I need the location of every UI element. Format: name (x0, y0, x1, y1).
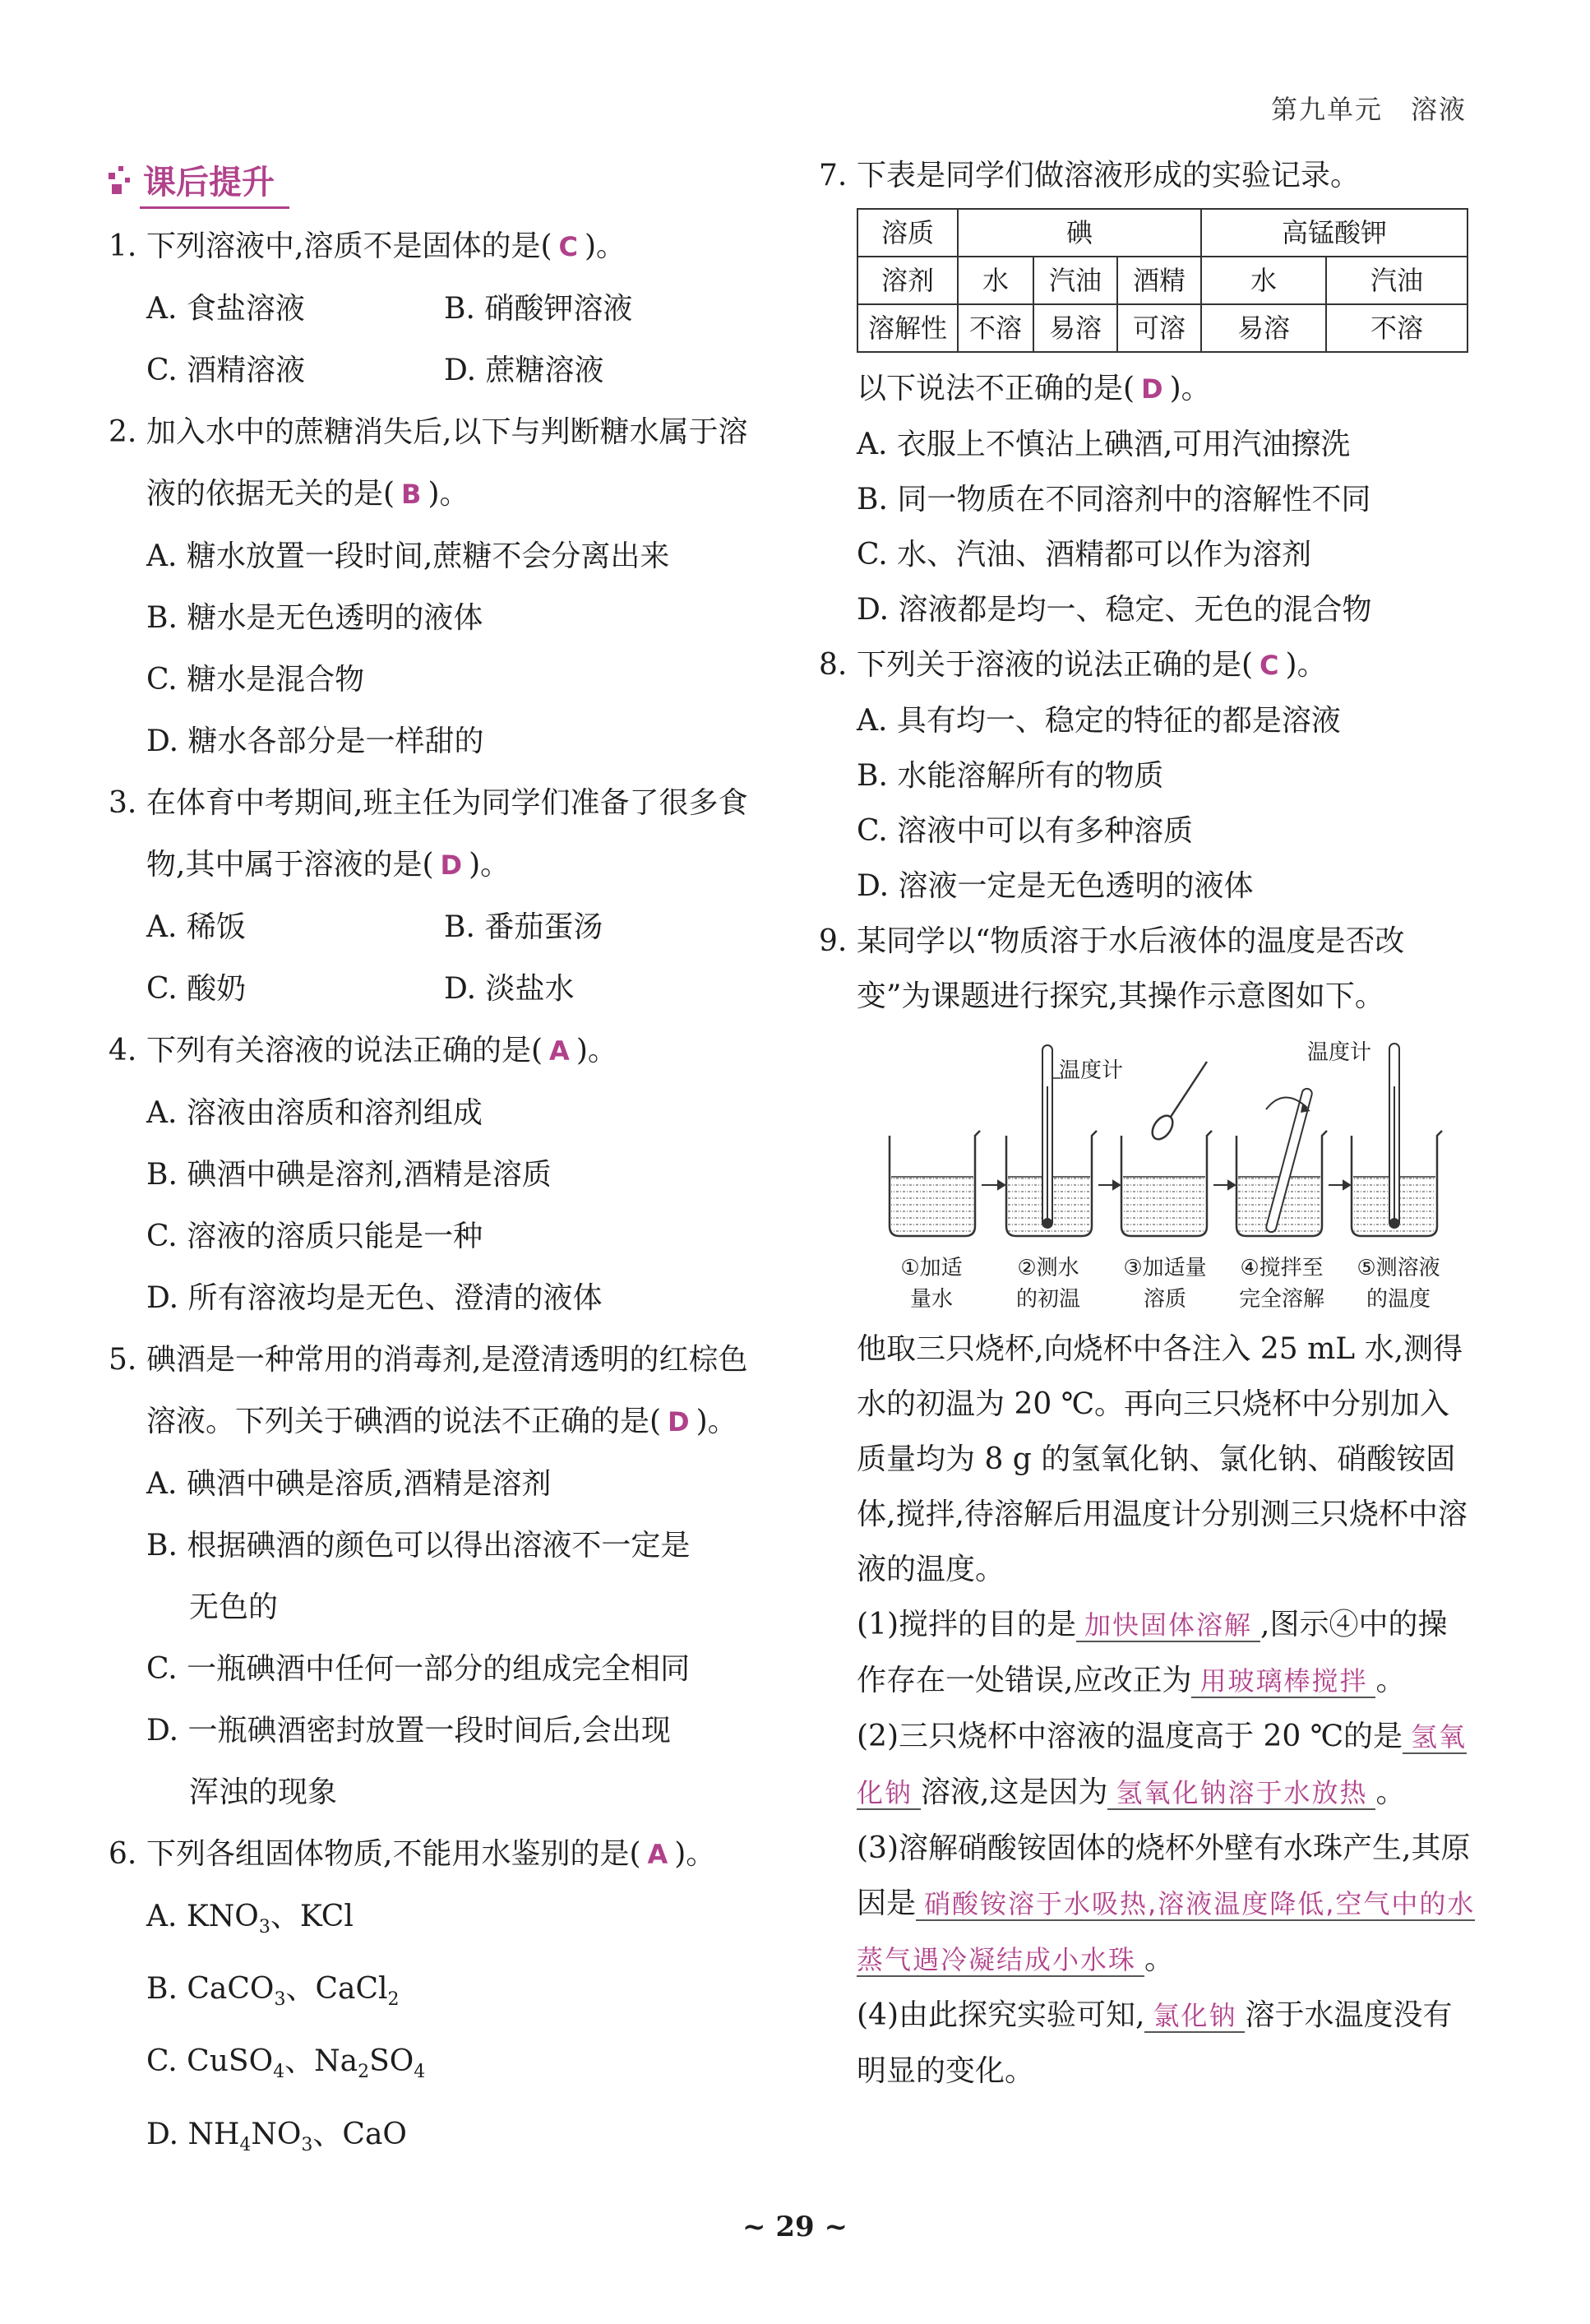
option-8c: C. 溶液中可以有多种溶质 (857, 814, 1194, 848)
answer-5: D (668, 1406, 690, 1437)
answer-6: A (647, 1839, 668, 1870)
question-4: 4. 下列有关溶液的说法正确的是( A )。 (109, 1034, 617, 1067)
table-row: 溶剂 水 汽油 酒精 水 汽油 (857, 257, 1468, 304)
question-3: 3. 在体育中考期间,班主任为同学们准备了很多食物,其中属于溶液的是( D )。 (109, 786, 748, 882)
option-6b: B. CaCO$_3$、CaCl$_2$ (146, 1972, 400, 2011)
answer-2: B (401, 479, 422, 510)
step-caption-4: ④搅拌至 完全溶解 (1238, 1256, 1324, 1312)
fill-answer-1b: 用玻璃棒搅拌 (1191, 1665, 1375, 1698)
option-8a: A. 具有均一、稳定的特征的都是溶液 (857, 704, 1341, 738)
option-4b: B. 碘酒中碘是溶剂,酒精是溶质 (146, 1158, 552, 1192)
question-1: 1. 下列溶液中,溶质不是固体的是( C )。 (109, 229, 626, 263)
fill-answer-2a: 氢氧化钠 (857, 1721, 1467, 1808)
option-5d: D. 一瓶碘酒密封放置一段时间后,会出现 浑浊的现象 (146, 1714, 671, 1809)
question-9-part-1: (1)搅拌的目的是 加快固体溶解 ,图示④中的操作存在一处错误,应改正为 用玻璃棒搅拌 。 (857, 1608, 1448, 1697)
left-column (109, 215, 766, 2176)
topic-label: 溶液 (1410, 94, 1467, 125)
option-6d: D. $NH_4NO_3$、CaO (146, 2117, 407, 2155)
answer-1: C (558, 231, 578, 262)
question-8: 8. 下列关于溶液的说法正确的是( C )。 (819, 648, 1327, 682)
step-caption-5: ⑤测溶液 的温度 (1357, 1256, 1440, 1312)
options-3-row-2: C. 酸奶 D. 淡盐水 (146, 972, 575, 1006)
table-row: 溶解性 不溶 易溶 可溶 易溶 不溶 (857, 304, 1468, 352)
section-title (109, 156, 289, 209)
fill-answer-1a: 加快固体溶解 (1076, 1609, 1260, 1642)
question-9-part-3: (3)溶解硝酸铵固体的烧杯外壁有水珠产生,其原因是 硝酸铵溶于水吸热,溶液温度降低,空气中的水蒸气遇冷凝结成小水珠 。 (857, 1831, 1476, 1976)
right-column (819, 148, 1477, 2099)
option-5c: C. 一瓶碘酒中任何一部分的组成完全相同 (146, 1652, 691, 1686)
question-9-part-4: (4)由此探究实验可知, 氯化钠 溶于水温度没有明显的变化。 (857, 1998, 1453, 2088)
options-1-row-1: A. 食盐溶液 B. 硝酸钾溶液 (146, 292, 633, 326)
section-title-label: 课后提升 (140, 156, 289, 209)
question-7-follow: 以下说法不正确的是( D )。 (857, 372, 1211, 405)
step-caption-2: ②测水 的初温 (1015, 1256, 1080, 1312)
option-4a: A. 溶液由溶质和溶剂组成 (146, 1096, 483, 1130)
question-9-part-2: (2)三只烧杯中溶液的温度高于 20 ℃的是 氢氧化钠 溶液,这是因为 氢氧化钠溶于水放热 。 (857, 1720, 1467, 1809)
experiment-diagram (857, 1037, 1449, 1317)
option-7c: C. 水、汽油、酒精都可以作为溶剂 (857, 538, 1312, 572)
option-6a: A. $KNO_3$、KCl (146, 1900, 354, 1938)
step-captions (873, 1252, 1465, 1315)
answer-7: D (1141, 373, 1163, 405)
option-2a: A. 糖水放置一段时间,蔗糖不会分离出来 (146, 539, 670, 573)
options-1-row-2: C. 酒精溶液 D. 蔗糖溶液 (146, 354, 604, 387)
option-7d: D. 溶液都是均一、稳定、无色的混合物 (857, 593, 1372, 627)
question-2: 2. 加入水中的蔗糖消失后,以下与判断糖水属于溶液的依据无关的是( B )。 (109, 415, 748, 511)
option-4d: D. 所有溶液均是无色、澄清的液体 (146, 1281, 603, 1315)
question-7: 7. 下表是同学们做溶液形成的实验记录。 (819, 159, 1361, 192)
option-7a: A. 衣服上不慎沾上碘酒,可用汽油擦洗 (857, 428, 1351, 461)
option-5a: A. 碘酒中碘是溶质,酒精是溶剂 (146, 1467, 552, 1501)
fill-answer-4: 氯化钠 (1144, 2000, 1245, 2033)
answer-8: C (1260, 650, 1279, 681)
answer-3: D (440, 850, 463, 881)
thermometer-label-1: 温度计 (1059, 1058, 1124, 1083)
experiment-table (857, 208, 1468, 353)
unit-label: 第九单元 (1270, 94, 1383, 125)
thermometer-label-2: 温度计 (1307, 1040, 1372, 1065)
option-8b: B. 水能溶解所有的物质 (857, 759, 1164, 793)
option-2c: C. 糖水是混合物 (146, 663, 365, 697)
question-6: 6. 下列各组固体物质,不能用水鉴别的是( A )。 (109, 1837, 716, 1871)
option-6c: C. CuSO$_4$、$Na_2SO_4$ (146, 2044, 426, 2083)
step-caption-1: ①加适 量水 (900, 1256, 963, 1312)
page-header (1271, 89, 1467, 127)
option-7b: B. 同一物质在不同溶剂中的溶解性不同 (857, 483, 1371, 516)
table-row: 溶质 碘 高锰酸钾 (857, 209, 1468, 257)
page-number: ~ 29 ~ (742, 2211, 848, 2243)
option-5b: B. 根据碘酒的颜色可以得出溶液不一定是 无色的 (146, 1529, 691, 1624)
option-2b: B. 糖水是无色透明的液体 (146, 601, 483, 635)
answer-4: A (549, 1035, 570, 1067)
section-dots-icon (109, 166, 132, 199)
fill-answer-2b: 氢氧化钠溶于水放热 (1107, 1777, 1375, 1810)
option-4c: C. 溶液的溶质只能是一种 (146, 1220, 483, 1253)
question-9: 9. 某同学以“物质溶于水后液体的温度是否改变”为课题进行探究,其操作示意图如下。 (819, 924, 1405, 1013)
fill-answer-3: 硝酸铵溶于水吸热,溶液温度降低,空气中的水蒸气遇冷凝结成小水珠 (857, 1888, 1476, 1975)
options-3-row-1: A. 稀饭 B. 番茄蛋汤 (146, 910, 603, 944)
step-caption-3: ③加适量 溶质 (1123, 1256, 1207, 1312)
option-8d: D. 溶液一定是无色透明的液体 (857, 869, 1254, 903)
question-5: 5. 碘酒是一种常用的消毒剂,是澄清透明的红棕色溶液。下列关于碘酒的说法不正确的是( D )。 (109, 1343, 748, 1438)
option-2d: D. 糖水各部分是一样甜的 (146, 725, 484, 758)
question-9-body: 他取三只烧杯,向烧杯中各注入 25 mL 水,测得水的初温为 20 ℃。再向三只烧杯中分别加入质量均为 8 g 的氢氧化钠、氯化钠、硝酸铵固体,搅拌,待溶解后用温度计分别测三只烧杯中溶液的温度。 (857, 1332, 1468, 1586)
